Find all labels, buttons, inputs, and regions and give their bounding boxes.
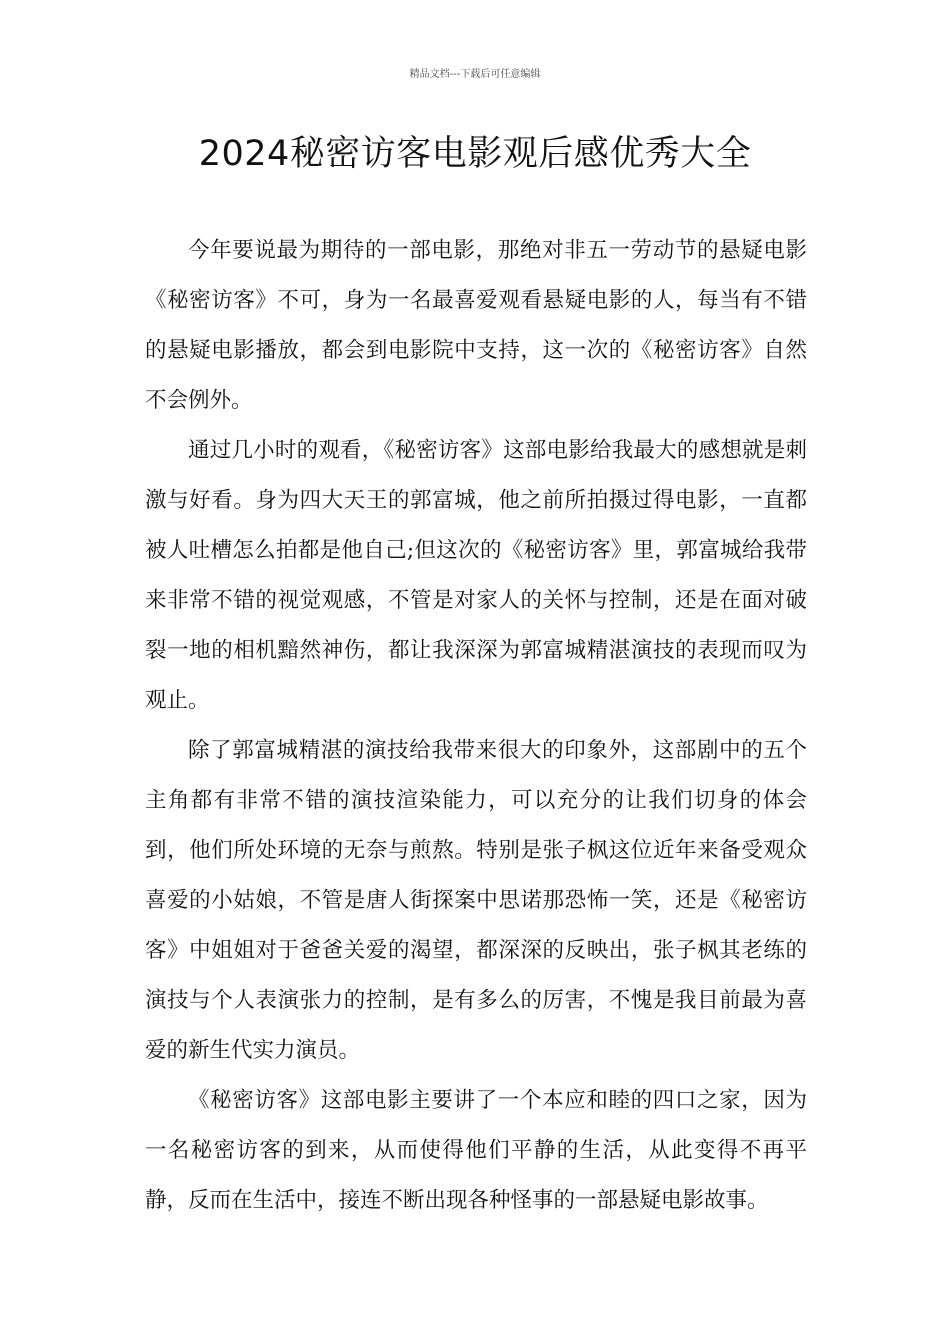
paragraph: 通过几小时的观看，《秘密访客》这部电影给我最大的感想就是刺激与好看。身为四大天王的郭富城，他之前所拍摄过得电影，一直都被人吐槽怎么拍都是他自己;但这次的《秘密访客》里，郭富城给我带来非常不错的视觉观感，不管是对家人的关怀与控制，还是在面对破裂一地的相机黯然神伤，都让我深深为郭富城精湛演技的表现而叹为观止。 — [145, 438, 807, 713]
document-title: 2024秘密访客电影观后感优秀大全 — [198, 134, 752, 174]
paragraph: 《秘密访客》这部电影主要讲了一个本应和睦的四口之家，因为一名秘密访客的到来，从而使得他们平静的生活，从此变得不再平静，反而在生活中，接连不断出现各种怪事的一部悬疑电影故事。 — [145, 1088, 807, 1213]
header-note: 精品文档---下载后可任意编辑 — [409, 69, 541, 80]
paragraph: 今年要说最为期待的一部电影，那绝对非五一劳动节的悬疑电影《秘密访客》不可，身为一名最喜爱观看悬疑电影的人，每当有不错的悬疑电影播放，都会到电影院中支持，这一次的《秘密访客》自然不会例外。 — [145, 238, 807, 413]
paragraph: 除了郭富城精湛的演技给我带来很大的印象外，这部剧中的五个主角都有非常不错的演技渲染能力，可以充分的让我们切身的体会到，他们所处环境的无奈与煎熬。特别是张子枫这位近年来备受观众喜爱的小姑娘，不管是唐人街探案中思诺那恐怖一笑，还是《秘密访客》中姐姐对于爸爸关爱的渴望，都深深的反映出，张子枫其老练的演技与个人表演张力的控制，是有多么的厉害，不愧是我目前最为喜爱的新生代实力演员。 — [145, 738, 807, 1063]
document-body — [145, 226, 807, 1226]
